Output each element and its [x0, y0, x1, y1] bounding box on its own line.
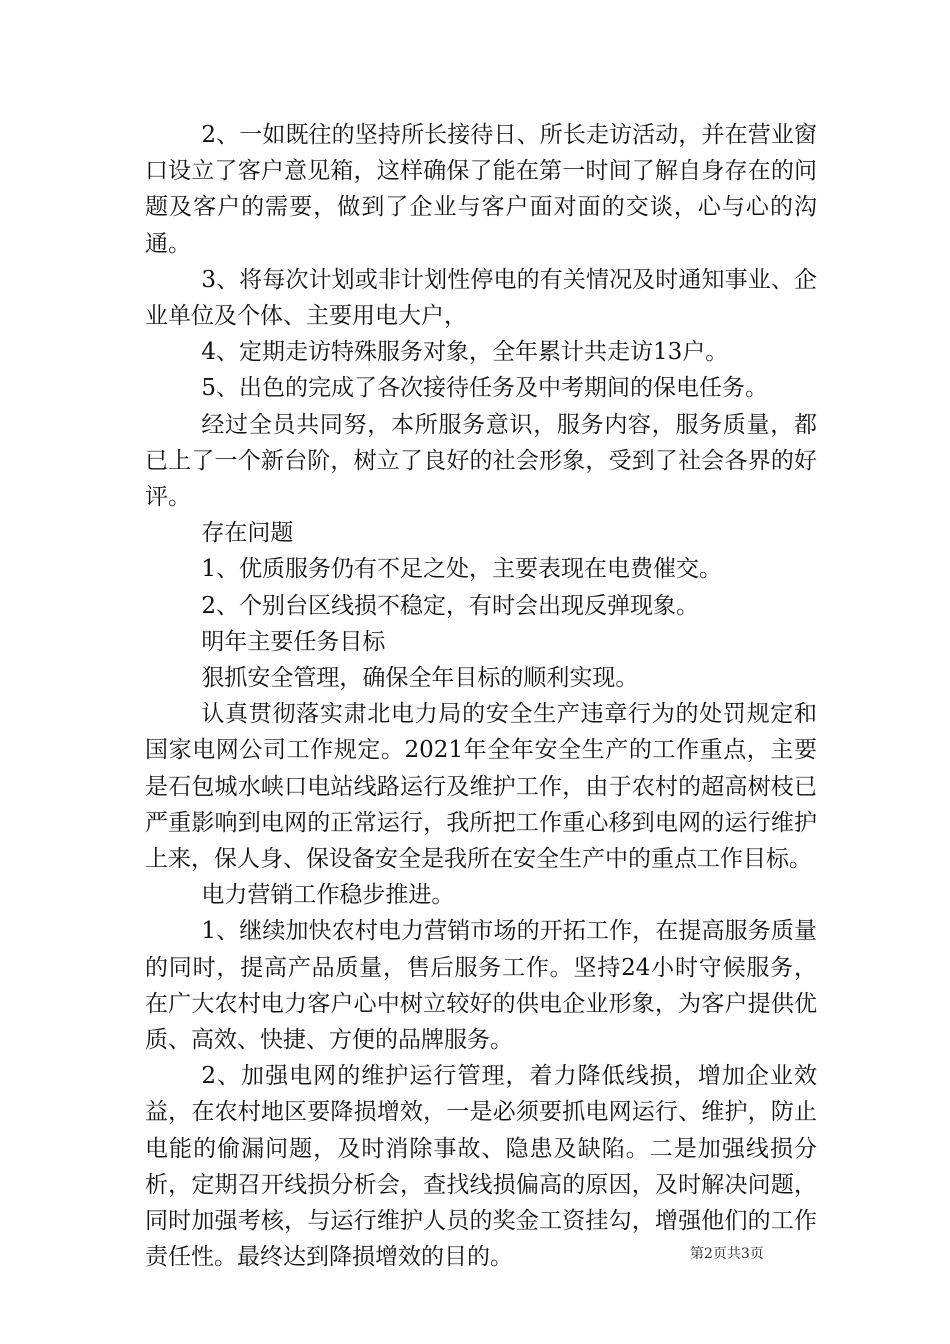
paragraph: 认真贯彻落实肃北电力局的安全生产违章行为的处罚规定和国家电网公司工作规定。2021年全年安全生产的工作重点，主要是石包城水峡口电站线路运行及维护工作，由于农村的超高树枝已严重影响到电网的正常运行，我所把工作重心移到电网的运行维护上来，保人身、保设备安全是我所在安全生产中的重点工作目标。 [145, 701, 817, 873]
paragraph: 1、优质服务仍有不足之处，主要表现在电费催交。 [201, 556, 722, 583]
section-heading: 存在问题 [201, 520, 294, 547]
paragraph: 经过全员共同努，本所服务意识，服务内容，服务质量，都已上了一个新台阶，树立了良好的社会形象，受到了社会各界的好评。 [145, 411, 817, 511]
paragraph: 4、定期走访特殊服务对象，全年累计共走访13户。 [201, 339, 729, 366]
paragraph: 3、将每次计划或非计划性停电的有关情况及时通知事业、企业单位及个体、主要用电大户， [145, 266, 817, 330]
paragraph: 2、一如既往的坚持所长接待日、所长走访活动，并在营业窗口设立了客户意见箱，这样确保了能在第一时间了解自身存在的问题及客户的需要，做到了企业与客户面对面的交谈，心与心的沟通。 [145, 122, 817, 257]
page-number: 第2页共3页 [690, 1246, 764, 1262]
paragraph: 2、个别台区线损不稳定，有时会出现反弹现象。 [201, 592, 699, 619]
paragraph: 电力营销工作稳步推进。 [201, 882, 455, 909]
paragraph: 1、继续加快农村电力营销市场的开拓工作，在提高服务质量的同时，提高产品质量，售后服务工作。坚持24小时守候服务，在广大农村电力客户心中树立较好的供电企业形象，为客户提供优质、高效、快捷、方便的品牌服务。 [145, 918, 817, 1054]
paragraph: 狠抓安全管理，确保全年目标的顺利实现。 [201, 665, 639, 692]
paragraph: 5、出色的完成了各次接待任务及中考期间的保电任务。 [201, 375, 768, 402]
paragraph: 2、加强电网的维护运行管理，着力降低线损，增加企业效益，在农村地区要降损增效，一是必须要抓电网运行、维护，防止电能的偷漏问题，及时消除事故、隐患及缺陷。二是加强线损分析，定期召开线损分析会，查找线损偏高的原因，及时解决问题，同时加强考核，与运行维护人员的奖金工资挂勾，增强他们的工作责任性。最终达到降损增效的目的。 [145, 1063, 817, 1271]
document-body [145, 117, 817, 1276]
section-heading: 明年主要任务目标 [201, 628, 386, 655]
